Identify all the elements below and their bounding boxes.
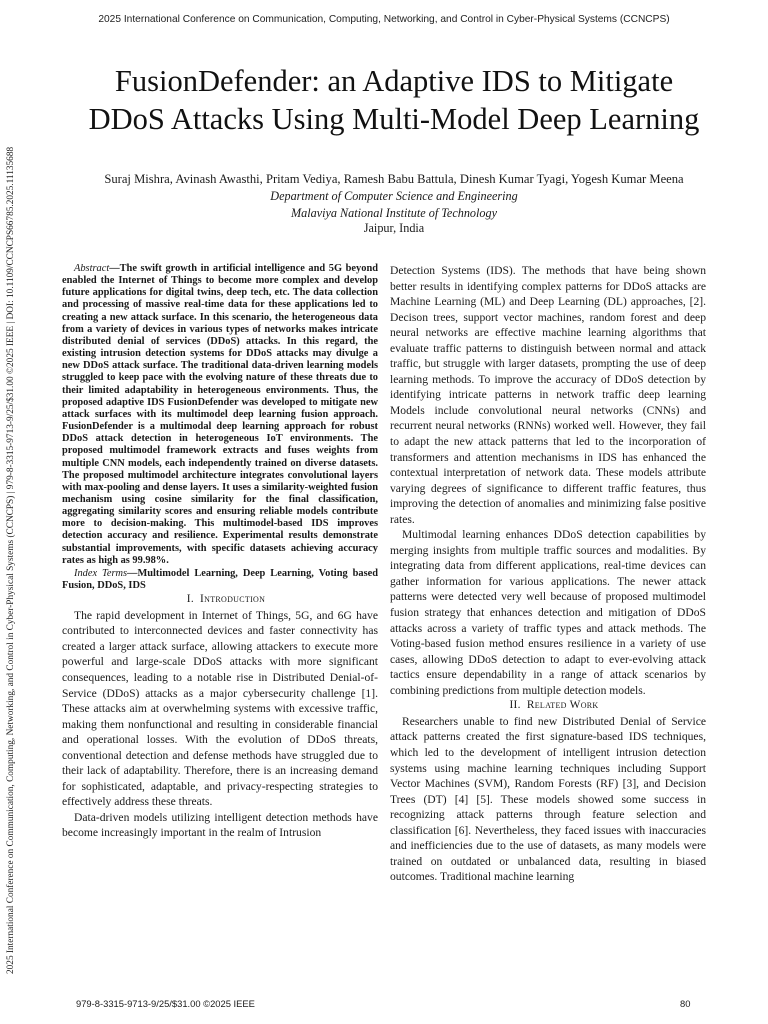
left-column — [62, 263, 378, 841]
title-line-2: DDoS Attacks Using Multi-Model Deep Learning — [88, 102, 700, 136]
intro-paragraph-2-start: Data-driven models utilizing intelligent detection methods have become increasingly important in the realm of Intrusion — [62, 810, 378, 840]
footer-copyright: 979-8-3315-9713-9/25/$31.00 ©2025 IEEE — [76, 998, 255, 1009]
intro-paragraph-1: The rapid development in Internet of Things, 5G, and 6G have contributed to interconnected devices and faster connectivity has created a larger attack surface, allowing attackers to execute more powerful and large-scale DDoS attacks with more significant consequences, leading to a notable rise in Distributed Denial-of-Service (DDoS) attacks as a major cybersecurity challenge [1]. These attacks aim at overwhelming systems with excessive traffic, making them nonfunctional and resulting in considerable financial and operational losses. With the evolution of DDoS threats, conventional detection and defense methods have struggled due to their lack of adaptability. Therefore, there is an increasing demand for sophisticated, adaptable, and privacy-respecting strategies to effectively address these threats. — [62, 608, 378, 809]
title-line-1: FusionDefender: an Adaptive IDS to Mitigate — [114, 64, 674, 98]
abstract-label: Abstract — [74, 263, 110, 274]
section-heading-related-work — [390, 698, 706, 714]
index-terms-label: Index Terms — [74, 567, 128, 579]
section-title: Related Work — [526, 699, 599, 712]
section-title: Introduction — [200, 593, 266, 606]
affiliation-department: Department of Computer Science and Engineering — [270, 189, 518, 203]
right-column — [390, 263, 706, 885]
abstract — [62, 263, 378, 567]
intro-paragraph-3: Multimodal learning enhances DDoS detection capabilities by merging insights from multiple traffic sources and modalities. By integrating data from different applications, real-time devices can gather information for various applications. The newer attack patterns were detected very well because of proposed multimodel fusion strategy that enhances detection and mitigation of DDoS attacks across a variety of traffic types and attack methods. The Voting-based fusion method ensures resilience in a variety of use cases, allowing DDoS detection to adapt to ever-evolving attack tactics ensure dependability in a range of attack scenarios by combining predictions from multiple detection models. — [390, 528, 706, 697]
section-number: I. — [186, 593, 195, 606]
affiliation-location: Jaipur, India — [363, 221, 425, 235]
author-list: Suraj Mishra, Avinash Awasthi, Pritam Vediya, Ramesh Babu Battula, Dinesh Kumar Tyagi, Yogesh Kumar Meena — [104, 172, 684, 186]
index-terms-text: —Multimodel Learning, Deep Learning, Voting based Fusion, DDoS, IDS — [62, 567, 379, 592]
intro-paragraph-2-cont: Detection Systems (IDS). The methods that have being shown better results in identifying complex patterns for DDoS attacks are Machine Learning (ML) and Deep Learning (DL) approaches, [2]. Decison trees, support vector machines, random forest and deep neural networks are effective machine learning algorithms that evaluate traffic patterns to distinguish between normal and attack traffic, but struggle with larger datasets, prompting the use of deep learning methods. To improve the accuracy of DDoS detection by identifying intricate patterns in network traffic deep learning Models include convolutional neural networks (CNNs) and recurrent neural networks (RNNs) worked well. However, they fail to adapt the new attack patterns that led to the incorporation of transformers and attention mechanisms in IDS has enhanced the contextual interpretation of network data. These models attribute varying degrees of significance to different traffic features, thus improving the detection of anomalies and minimizing false positive rates. — [390, 264, 706, 526]
section-heading-introduction — [62, 592, 378, 608]
related-work-paragraph-1: Researchers unable to find new Distributed Denial of Service attack patterns created the first signature-based IDS techniques, which led to the development of intelligent intrusion detection systems using machine learning techniques including Support Vector Machines (SVM), Random Forests (RF) [3], and Decision Trees (DT) [4] [5]. These models showed some success in recognizing attack patterns through feature selection and classification [6]. Nevertheless, they faced issues with inaccuracies and inefficiencies due to the use of datasets, as many models were trained on outdated or unbalanced data, resulting in biased outcomes. Traditional machine learning — [390, 714, 706, 884]
paper-title — [40, 62, 748, 138]
abstract-text: —The swift growth in artificial intelligence and 5G beyond enabled the Internet of Things to become more complex and develop future applications for digital twins, deep tech, etc. The data collection and processing of massive real-time data for these applications led to creating a new attack surface. In this scenario, the heterogeneous data from a variety of devices in various types of networks makes intricate distributed denial of services (DDoS) attacks. In this regard, the existing intrusion detection systems for DDoS attacks may divulge a new DDoS attack surface. The traditional data-driven learning models struggled to keep pace with the evolving nature of these threats due to their limited adaptability in heterogeneous environments. Thus, the proposed adaptive IDS FusionDefender was developed to mitigate new attack surfaces with its multimodel deep learning fusion approach. FusionDefender is a multimodal deep learning approach for robust DDoS attack detection in heterogeneous IoT environments. The proposed multimodel framework extracts and fuses weights from multiple CNN models, each independently trained on diverse datasets. The proposed multimodel architecture integrates convolutional layers with max-pooling and dense layers. It uses a similarity-weighted fusion mechanism using cosine similarity for the final classification, aggregating similarity scores and ensuring reliable models contribute more to decision-making. This multimodel-based IDS improves detection accuracy and resilience. Experimental results demonstrate substantial improvements, with specific datasets achieving accuracy rates as high as 99.98%. — [62, 263, 378, 566]
conference-header: 2025 International Conference on Communication, Computing, Networking, and Control in Cyber-Physical Systems (CCNCPS) — [98, 14, 670, 25]
affiliation-institute: Malaviya National Institute of Technology — [290, 206, 498, 220]
index-terms — [62, 568, 378, 592]
page-number: 80 — [680, 998, 691, 1009]
section-number: II. — [509, 699, 521, 712]
doi-sidebar: 2025 International Conference on Communication, Computing, Networking, and Control in Cyber-Physical Systems (CCNCPS) | 979-8-3315-9713-9/25/$31.00 ©2025 IEEE | DOI: 10.1109/CCNCPS66785.2025.11135688 — [6, 146, 16, 974]
